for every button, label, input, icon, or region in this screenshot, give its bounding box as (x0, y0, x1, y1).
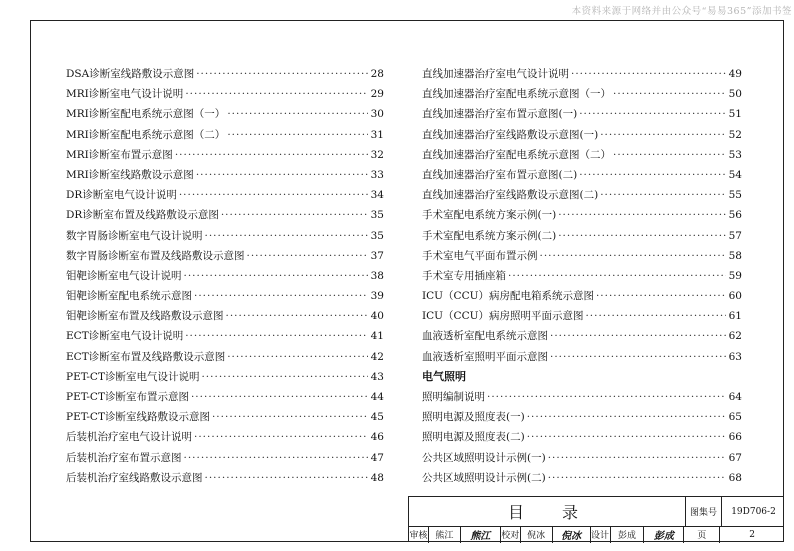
toc-entry-title: 直线加速器治疗室配电系统示意图（一） (422, 88, 611, 101)
toc-entry-page: 32 (370, 148, 384, 161)
toc-dot-leader (247, 246, 369, 266)
toc-entry-title: DR诊断室电气设计说明 (66, 189, 177, 202)
toc-entry-page: 62 (728, 330, 742, 343)
toc-dot-leader (179, 185, 368, 205)
toc-entry-title: 后装机治疗室线路敷设示意图 (66, 471, 203, 484)
toc-entry-page: 55 (728, 189, 742, 202)
toc-entry-title: ICU（CCU）病房配电箱系统示意图 (422, 290, 594, 303)
toc-entry-title: 钼靶诊断室电气设计说明 (66, 269, 182, 282)
toc-dot-leader (205, 468, 369, 488)
title-block (408, 496, 784, 542)
toc-entry (422, 226, 742, 246)
toc-dot-leader (191, 387, 368, 407)
toc-entry-title: PET-CT诊断室线路敷设示意图 (66, 411, 210, 424)
toc-entry-page: 48 (370, 471, 384, 484)
toc-entry-title: PET-CT诊断室布置示意图 (66, 391, 189, 403)
toc-entry-title: 手术室电气平面布置示例 (422, 249, 538, 262)
toc-entry (66, 125, 384, 145)
toc-entry-page: 46 (370, 431, 384, 444)
toc-entry (422, 266, 742, 286)
toc-entry (66, 286, 384, 306)
page-label: 页 (684, 526, 720, 543)
toc-entry-page: 53 (728, 148, 742, 161)
toc-entry-page: 47 (370, 451, 384, 464)
toc-entry (66, 367, 384, 387)
toc-dot-leader (205, 226, 369, 246)
toc-entry-title: 直线加速器治疗室布置示意图(一) (422, 108, 578, 121)
toc-entry-page: 43 (370, 370, 384, 383)
toc-entry-title: 血液透析室照明平面示意图 (422, 350, 548, 363)
toc-entry-title: 直线加速器治疗室配电系统示意图（二） (422, 148, 611, 161)
toc-dot-leader (548, 448, 726, 468)
toc-entry-title: 公共区域照明设计示例(二) (422, 471, 546, 484)
toc-entry-page: 51 (728, 108, 742, 121)
toc-dot-leader (196, 64, 368, 84)
toc-entry-title: 手术室专用插座箱 (422, 269, 506, 282)
toc-dot-leader (613, 84, 726, 104)
toc-entry-title: DR诊断室布置及线路敷设示意图 (66, 209, 219, 222)
toc-entry (66, 226, 384, 246)
toc-dot-leader (596, 286, 726, 306)
checker-name: 倪冰 (521, 526, 553, 543)
atlas-label: 图集号 (685, 497, 721, 526)
toc-entry (66, 468, 384, 488)
toc-entry (422, 84, 742, 104)
toc-entry-page: 58 (728, 249, 742, 262)
toc-dot-leader (185, 326, 368, 346)
toc-dot-leader (508, 266, 726, 286)
toc-entry-page: 67 (728, 451, 742, 464)
toc-entry-page: 65 (728, 411, 742, 424)
toc-dot-leader (527, 407, 726, 427)
toc-entry-title: 直线加速器治疗室布置示意图(二) (422, 168, 578, 181)
toc-entry-page: 28 (370, 68, 384, 80)
toc-entry-title: DSA诊断室线路敷设示意图 (66, 68, 195, 80)
toc-entry-page: 59 (728, 269, 742, 282)
toc-entry-page: 49 (728, 68, 742, 80)
toc-entry (422, 347, 742, 367)
toc-entry-title: 数字胃肠诊断室布置及线路敷设示意图 (66, 249, 245, 262)
toc-entry (422, 185, 742, 205)
designer-signature: 彭成 (644, 526, 684, 543)
toc-entry-title: ECT诊断室布置及线路敷设示意图 (66, 350, 226, 363)
design-label: 设计 (591, 526, 611, 543)
toc-entry-title: MRI诊断室线路敷设示意图 (66, 168, 194, 181)
toc-right-column (422, 64, 742, 488)
toc-entry (66, 266, 384, 286)
toc-entry-page: 63 (728, 350, 742, 363)
toc-entry (66, 246, 384, 266)
toc-entry (422, 468, 742, 488)
reviewer-name: 熊江 (429, 526, 461, 543)
toc-entry-title: ECT诊断室电气设计说明 (66, 330, 184, 343)
toc-entry-page: 35 (370, 209, 384, 222)
toc-entry-title: MRI诊断室配电系统示意图（一） (66, 108, 226, 121)
toc-dot-leader (175, 145, 368, 165)
title-block-top-row (409, 497, 784, 527)
toc-entry-title: PET-CT诊断室电气设计说明 (66, 370, 200, 383)
toc-entry-title: 手术室配电系统方案示例(二) (422, 229, 557, 242)
toc-entry-title: 直线加速器治疗室线路敷设示意图(二) (422, 189, 599, 202)
toc-dot-leader (184, 448, 369, 468)
toc-entry-page: 61 (728, 310, 742, 323)
toc-dot-leader (579, 165, 726, 185)
toc-entry (66, 185, 384, 205)
toc-entry-page: 29 (370, 88, 384, 101)
toc-dot-leader (558, 205, 726, 225)
toc-entry (66, 64, 384, 84)
toc-entry-title: 公共区域照明设计示例(一) (422, 451, 546, 464)
toc-dot-leader (226, 306, 369, 326)
toc-entry-title: 钼靶诊断室布置及线路敷设示意图 (66, 310, 224, 323)
review-label: 审核 (409, 526, 429, 543)
toc-entry-title: MRI诊断室电气设计说明 (66, 88, 184, 101)
toc-entry (422, 104, 742, 124)
toc-entry (66, 165, 384, 185)
toc-dot-leader (184, 266, 369, 286)
toc-dot-leader (550, 326, 726, 346)
toc-entry-page: 68 (728, 471, 742, 484)
toc-entry (66, 205, 384, 225)
toc-entry (422, 326, 742, 346)
toc-dot-leader (221, 205, 368, 225)
toc-dot-leader (558, 226, 726, 246)
toc-entry-title: MRI诊断室配电系统示意图（二） (66, 128, 226, 141)
toc-entry-page: 41 (370, 330, 384, 343)
toc-entry (66, 448, 384, 468)
toc-entry-title: 直线加速器治疗室电气设计说明 (422, 68, 569, 80)
toc-dot-leader (571, 64, 726, 84)
reviewer-signature: 熊江 (461, 526, 501, 543)
toc-entry (422, 286, 742, 306)
toc-dot-leader (585, 306, 726, 326)
toc-entry (66, 387, 384, 407)
toc-dot-leader (600, 125, 726, 145)
check-label: 校对 (501, 526, 521, 543)
toc-entry (66, 145, 384, 165)
toc-entry-page: 40 (370, 310, 384, 323)
toc-dot-leader (600, 185, 726, 205)
toc-entry (66, 326, 384, 346)
toc-dot-leader (201, 367, 368, 387)
toc-entry-page: 50 (728, 88, 742, 101)
toc-dot-leader (487, 387, 726, 407)
toc-entry-title: 钼靶诊断室配电系统示意图 (66, 290, 192, 303)
watermark-text: 本资料来源于网络并由公众号“易易365”添加书签 (571, 6, 792, 17)
toc-dot-leader (550, 347, 726, 367)
toc-entry (422, 387, 742, 407)
toc-dot-leader (540, 246, 727, 266)
toc-entry-page: 45 (370, 411, 384, 424)
toc-entry-title: 照明电源及照度表(一) (422, 411, 525, 424)
toc-entry (422, 448, 742, 468)
toc-entry-page: 66 (728, 431, 742, 444)
toc-dot-leader (212, 407, 368, 427)
toc-entry-page: 38 (370, 269, 384, 282)
toc-entry-page: 34 (370, 189, 384, 202)
section-heading: 电气照明 (422, 369, 466, 383)
toc-entry-page: 56 (728, 209, 742, 222)
toc-entry (422, 64, 742, 84)
toc-entry (422, 165, 742, 185)
toc-entry (66, 84, 384, 104)
toc-entry (422, 205, 742, 225)
toc-dot-leader (227, 104, 368, 124)
toc-dot-leader (579, 104, 726, 124)
toc-entry (422, 125, 742, 145)
toc-entry-page: 42 (370, 350, 384, 363)
toc-entry-page: 64 (728, 391, 742, 403)
toc-entry (66, 104, 384, 124)
toc-entry-title: 照明编制说明 (422, 391, 485, 403)
toc-entry (66, 427, 384, 447)
toc-dot-leader (194, 286, 368, 306)
toc-entry-page: 37 (370, 249, 384, 262)
toc-dot-leader (613, 145, 726, 165)
toc-entry-title: 照明电源及照度表(二) (422, 431, 525, 444)
toc-entry (422, 145, 742, 165)
checker-signature: 倪冰 (553, 526, 591, 543)
toc-dot-leader (527, 427, 726, 447)
toc-entry (422, 306, 742, 326)
page-number: 2 (749, 529, 755, 540)
toc-entry-title: MRI诊断室布置示意图 (66, 148, 173, 161)
toc-entry-page: 31 (370, 128, 384, 141)
toc-entry-page: 60 (728, 290, 742, 303)
title-block-title: 目录 (507, 503, 616, 522)
toc-entry-title: 数字胃肠诊断室电气设计说明 (66, 229, 203, 242)
toc-entry-page: 30 (370, 108, 384, 121)
toc-entry (422, 427, 742, 447)
toc-dot-leader (185, 84, 368, 104)
toc-dot-leader (227, 125, 368, 145)
title-block-sign-row (409, 526, 784, 543)
toc-entry (66, 306, 384, 326)
toc-entry-title: 直线加速器治疗室线路敷设示意图(一) (422, 128, 599, 141)
toc-entry-title: 血液透析室配电系统示意图 (422, 330, 548, 343)
toc-entry-title: 后装机治疗室电气设计说明 (66, 431, 192, 444)
toc-entry-title: ICU（CCU）病房照明平面示意图 (422, 310, 584, 323)
toc-entry (422, 246, 742, 266)
toc-left-column (66, 64, 384, 488)
toc-entry-page: 44 (370, 391, 384, 403)
toc-entry-page: 33 (370, 168, 384, 181)
toc-dot-leader (196, 165, 368, 185)
toc-entry (66, 407, 384, 427)
toc-entry (66, 347, 384, 367)
toc-entry-page: 39 (370, 290, 384, 303)
toc-dot-leader (548, 468, 726, 488)
toc-entry-page: 35 (370, 229, 384, 242)
toc-dot-leader (227, 347, 368, 367)
toc-entry-page: 54 (728, 168, 742, 181)
toc-dot-leader (194, 427, 368, 447)
atlas-number: 19D706-2 (721, 497, 785, 526)
designer-name: 彭成 (611, 526, 645, 543)
toc-entry-page: 57 (728, 229, 742, 242)
toc-entry-title: 手术室配电系统方案示例(一) (422, 209, 557, 222)
toc-entry-page: 52 (728, 128, 742, 141)
toc-entry (422, 407, 742, 427)
toc-entry-title: 后装机治疗室布置示意图 (66, 451, 182, 464)
